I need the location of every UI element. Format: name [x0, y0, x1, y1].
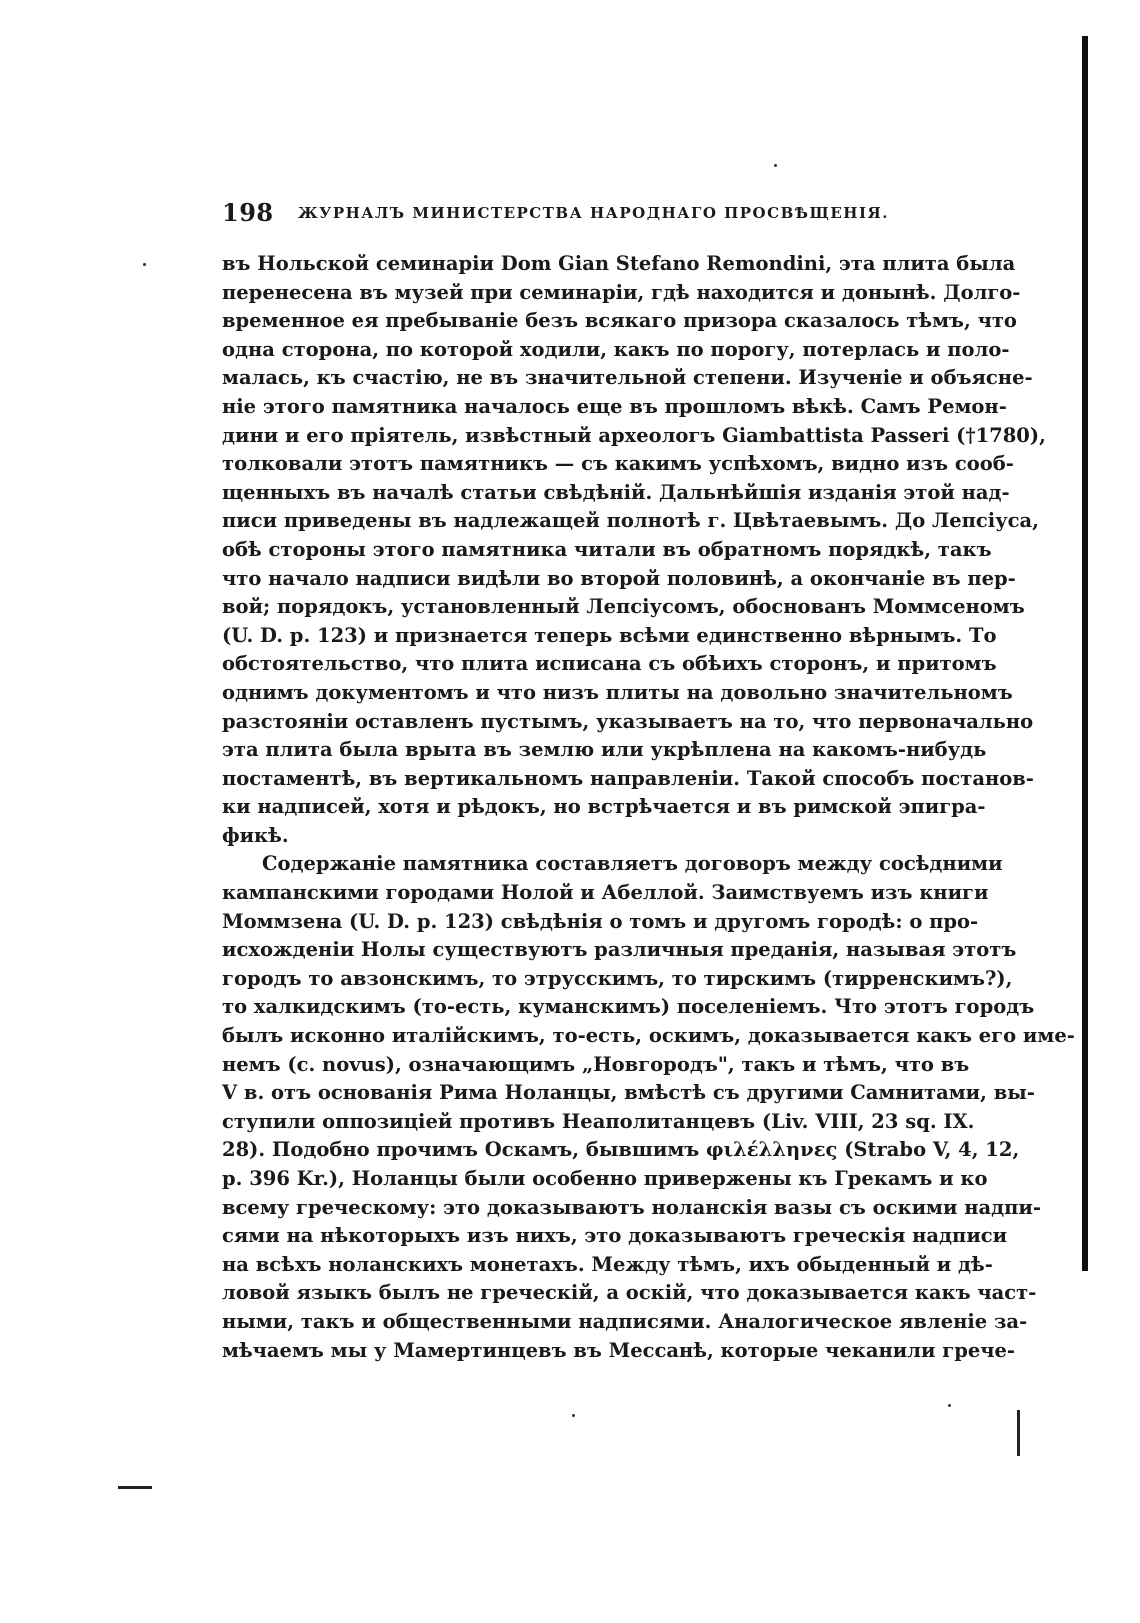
text-line: кампанскими городами Нолой и Абеллой. Заимствуемъ изъ книги: [222, 881, 989, 905]
page-header: [222, 198, 889, 232]
text-line: (U. D. p. 123) и признается теперь всѣми единственно вѣрнымъ. То: [222, 623, 997, 647]
text-line: писи приведены въ надлежащей полнотѣ г. Цвѣтаевымъ. До Лепсіуса,: [222, 509, 1039, 533]
text-line: немъ (с. novus), означающимъ „Новгородъ", такъ и тѣмъ, что въ: [222, 1052, 970, 1076]
paragraph-2: [222, 850, 1075, 1365]
paragraph-1: [222, 250, 1046, 850]
text-line: перенесена въ музей при семинаріи, гдѣ находится и донынѣ. Долго-: [222, 280, 1021, 304]
text-line: былъ исконно италійскимъ, то-есть, оскимъ, доказывается какъ его име-: [222, 1024, 1075, 1048]
text-line: Содержаніе памятника составляетъ договоръ между сосѣдними: [262, 852, 1003, 876]
text-line: всему греческому: это доказываютъ ноланскія вазы съ оскими надпи-: [222, 1195, 1041, 1219]
text-line: дини и его пріятель, извѣстный археологъ Giambattista Passeri (†1780),: [222, 423, 1046, 447]
text-line: исхожденіи Нолы существуютъ различныя преданія, называя этотъ: [222, 938, 1017, 962]
text-line: 28). Подобно прочимъ Оскамъ, бывшимъ φιλέλληνες (Strabo V, 4, 12,: [222, 1138, 1020, 1162]
body-text: [222, 250, 1075, 1365]
text-line: постаментѣ, въ вертикальномъ направленіи. Такой способъ постанов-: [222, 766, 1034, 790]
scan-mark-left: [118, 1486, 152, 1489]
scan-speck: [948, 1404, 951, 1407]
text-line: ніе этого памятника началось еще въ прошломъ вѣкѣ. Самъ Ремон-: [222, 394, 1007, 418]
page-number: 198: [222, 198, 274, 227]
text-line: малась, къ счастію, не въ значительной степени. Изученіе и объясне-: [222, 366, 1033, 390]
text-line: что начало надписи видѣли во второй половинѣ, а окончаніе въ пер-: [222, 566, 1016, 590]
text-line: ловой языкъ былъ не греческій, а оскій, что доказывается какъ част-: [222, 1281, 1037, 1305]
text-line: ными, такъ и общественными надписями. Аналогическое явленіе за-: [222, 1309, 1028, 1333]
text-line: въ Нольской семинаріи Dom Gian Stefano Remondini, эта плита была: [222, 252, 1016, 275]
text-line: Моммзена (U. D. p. 123) свѣдѣнія о томъ и другомъ городѣ: о про-: [222, 909, 979, 933]
text-line: ступили оппозиціей противъ Неаполитанцевъ (Liv. VIII, 23 sq. IX.: [222, 1109, 975, 1133]
text-line: сями на нѣкоторыхъ изъ нихъ, это доказываютъ греческія надписи: [222, 1224, 1008, 1248]
text-line: временное ея пребываніе безъ всякаго призора сказалось тѣмъ, что: [222, 309, 1017, 333]
text-line: ки надписей, хотя и рѣдокъ, но встрѣчается и въ римской эпигра-: [222, 795, 986, 819]
text-line: однимъ документомъ и что низъ плиты на довольно значительномъ: [222, 680, 1013, 704]
text-line: толковали этотъ памятникъ — съ какимъ успѣхомъ, видно изъ сооб-: [222, 452, 1014, 476]
text-line: обстоятельство, что плита исписана съ обѣихъ сторонъ, и притомъ: [222, 652, 997, 676]
text-line: мѣчаемъ мы у Мамертинцевъ въ Мессанѣ, которые чеканили грече-: [222, 1338, 1016, 1362]
text-line: фикѣ.: [222, 823, 289, 847]
scan-page-edge: [1082, 36, 1088, 1271]
scan-speck: [143, 263, 146, 266]
text-line: то халкидскимъ (то-есть, куманскимъ) поселеніемъ. Что этотъ городъ: [222, 995, 1035, 1019]
scan-speck: [774, 164, 777, 167]
text-line: обѣ стороны этого памятника читали въ обратномъ порядкѣ, такъ: [222, 537, 992, 561]
running-title: ЖУРНАЛЪ МИНИСТЕРСТВА НАРОДНАГО ПРОСВѢЩЕНІЯ.: [298, 204, 889, 222]
text-line: эта плита была врыта въ землю или укрѣплена на какомъ-нибудь: [222, 738, 987, 762]
text-line: одна сторона, по которой ходили, какъ по порогу, потерлась и поло-: [222, 337, 1010, 361]
text-line: V в. отъ основанія Рима Ноланцы, вмѣстѣ съ другими Самнитами, вы-: [222, 1081, 1035, 1105]
text-line: щенныхъ въ началѣ статьи свѣдѣній. Дальнѣйшія изданія этой над-: [222, 480, 1010, 504]
text-line: на всѣхъ ноланскихъ монетахъ. Между тѣмъ, ихъ обыденный и дѣ-: [222, 1252, 993, 1276]
scan-speck: [572, 1414, 575, 1417]
text-line: разстояніи оставленъ пустымъ, указываетъ на то, что первоначально: [222, 709, 1034, 733]
text-line: вой; порядокъ, установленный Лепсіусомъ, обоснованъ Моммсеномъ: [222, 595, 1025, 619]
text-line: p. 396 Kr.), Ноланцы были особенно привержены къ Грекамъ и ко: [222, 1167, 988, 1190]
scan-mark-right: [1017, 1410, 1020, 1456]
text-line: городъ то авзонскимъ, то этрусскимъ, то тирскимъ (тирренскимъ?),: [222, 966, 1013, 990]
